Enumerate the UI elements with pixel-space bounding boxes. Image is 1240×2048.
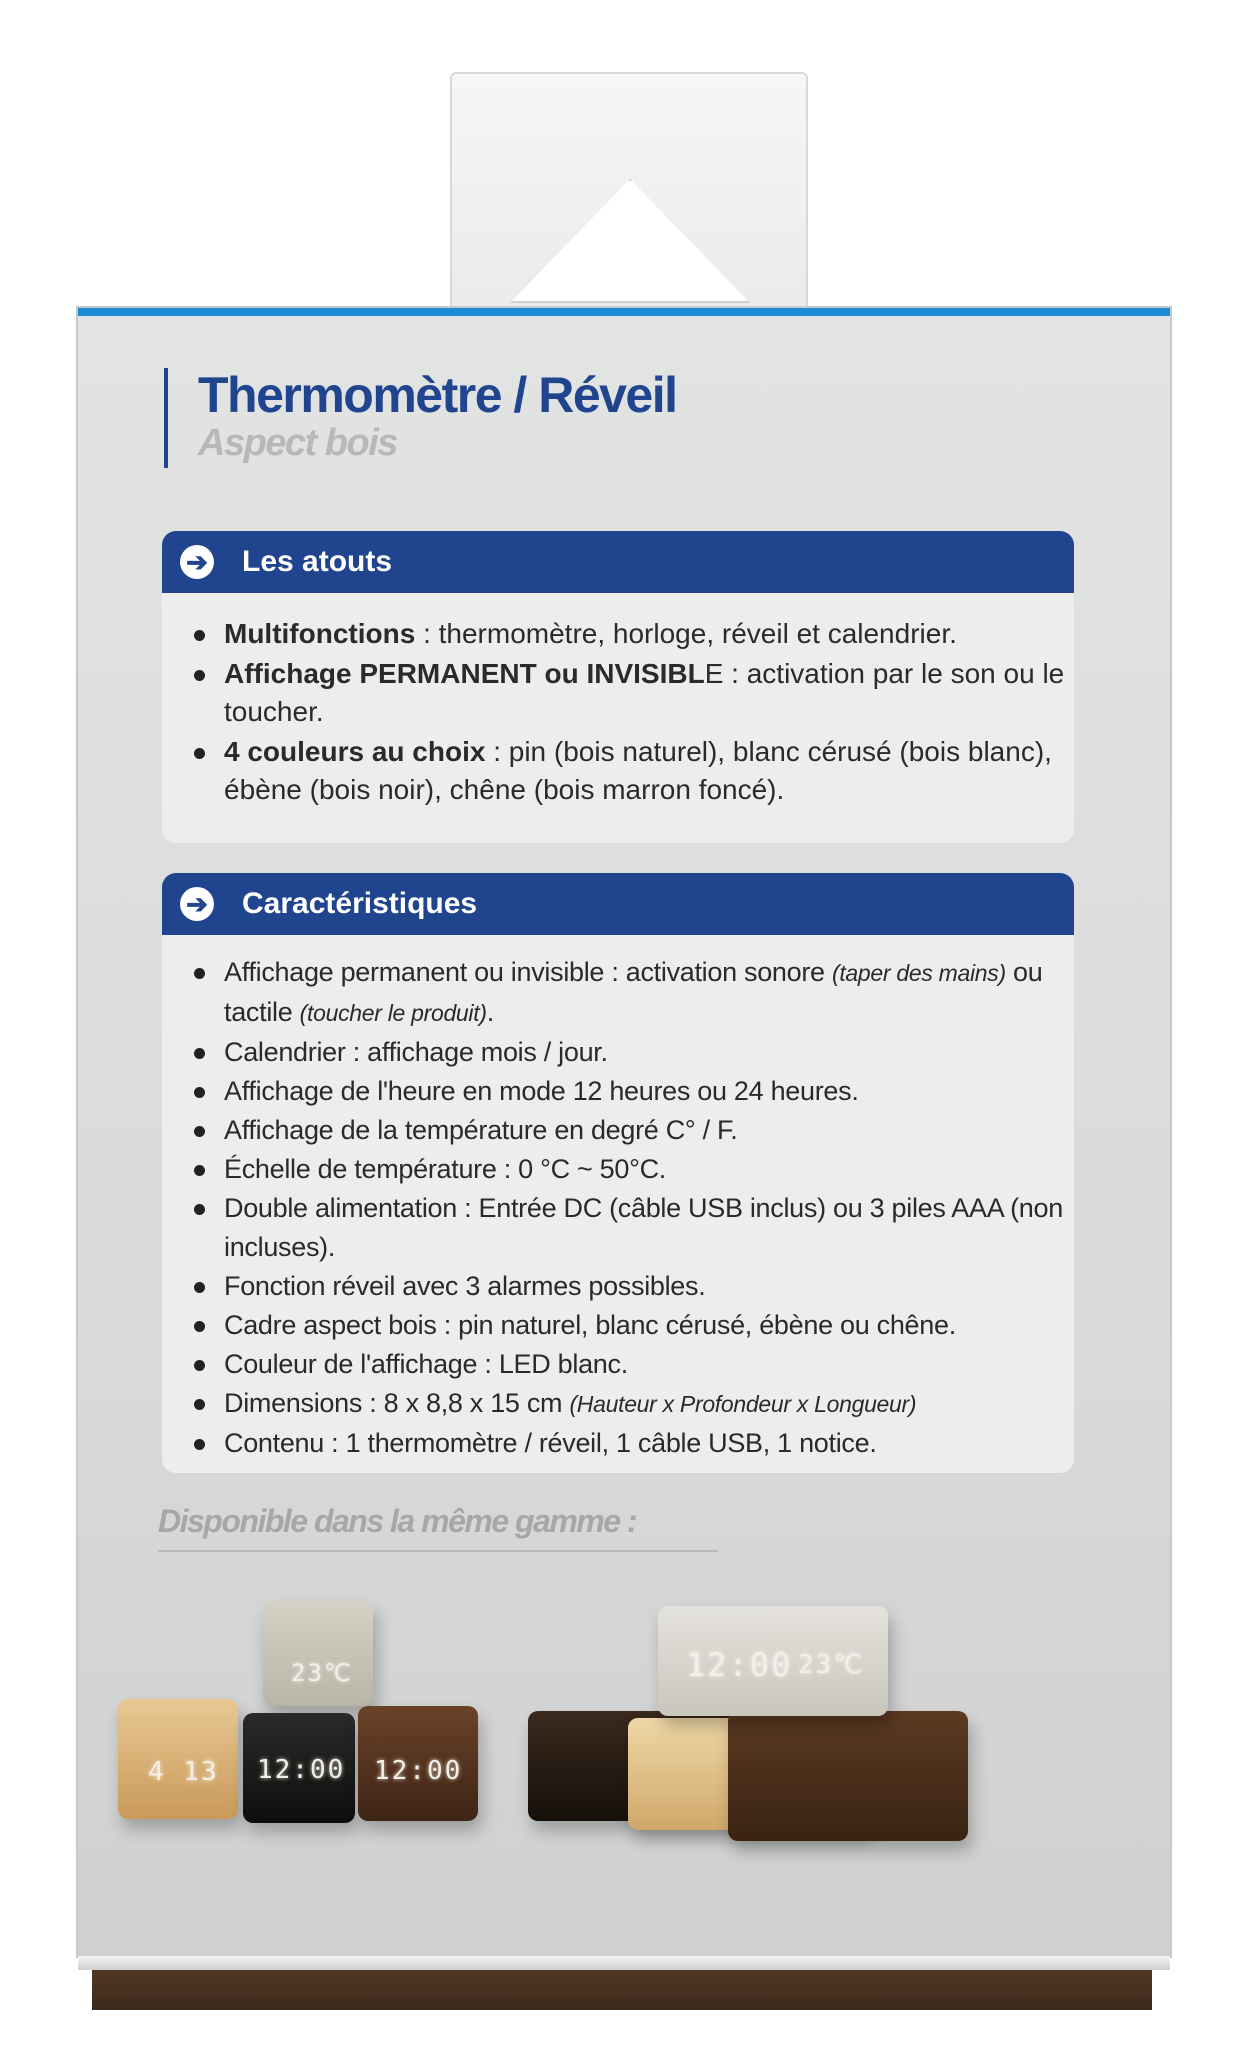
- arrow-right-icon: ➔: [180, 887, 214, 921]
- long-clock-time: 12:00: [686, 1646, 793, 1684]
- list-item: Échelle de température : 0 °C ~ 50°C.: [162, 1150, 1074, 1189]
- list-item: Fonction réveil avec 3 alarmes possibles.: [162, 1267, 1074, 1306]
- list-item: Calendrier : affichage mois / jour.: [162, 1033, 1074, 1072]
- brown-long-clock: [728, 1711, 968, 1841]
- range-divider: [158, 1550, 718, 1552]
- list-item: Affichage de la température en degré C° / F.: [162, 1111, 1074, 1150]
- hanger-tab: [450, 72, 808, 344]
- list-item: Affichage permanent ou invisible : activation sonore (taper des mains) ou tactile (toucher le produit).: [162, 953, 1074, 1033]
- title-accent-bar: [164, 368, 168, 468]
- caracteristiques-header: [162, 873, 1074, 935]
- list-item: Affichage de l'heure en mode 12 heures ou 24 heures.: [162, 1072, 1074, 1111]
- brown-cube-clock: [358, 1706, 478, 1821]
- list-item: Contenu : 1 thermomètre / réveil, 1 câble USB, 1 notice.: [162, 1424, 1074, 1463]
- list-item: Affichage PERMANENT ou INVISIBLE : activation par le son ou le toucher.: [162, 655, 1074, 731]
- atouts-panel: [162, 531, 1074, 843]
- arrow-right-icon: ➔: [180, 545, 214, 579]
- white-long-clock: [658, 1606, 888, 1716]
- white-cube-display: 23℃: [291, 1659, 353, 1687]
- atouts-list: [162, 593, 1074, 809]
- atouts-heading: Les atouts: [242, 545, 393, 578]
- hanger-hole: [510, 179, 750, 303]
- atouts-header: [162, 531, 1074, 593]
- product-subtitle: Aspect bois: [198, 422, 397, 464]
- list-item: Couleur de l'affichage : LED blanc.: [162, 1345, 1074, 1384]
- black-cube-display: 12:00: [257, 1755, 346, 1785]
- long-clock-temp: 23℃: [798, 1650, 865, 1680]
- black-cube-clock: [243, 1713, 355, 1823]
- product-title: Thermomètre / Réveil: [198, 367, 677, 423]
- cube-clocks-photo: [118, 1601, 518, 1861]
- white-cube-clock: [263, 1601, 373, 1706]
- list-item: 4 couleurs au choix : pin (bois naturel), blanc cérusé (bois blanc), ébène (bois noir), chêne (bois marron foncé).: [162, 733, 1074, 809]
- caracteristiques-list: [162, 935, 1074, 1463]
- package-back: [78, 308, 1170, 1956]
- pine-cube-display: 4 13: [148, 1757, 219, 1787]
- range-title: Disponible dans la même gamme :: [158, 1503, 637, 1539]
- list-item: Double alimentation : Entrée DC (câble USB inclus) ou 3 piles AAA (non incluses).: [162, 1189, 1074, 1267]
- caracteristiques-panel: [162, 873, 1074, 1473]
- list-item: Dimensions : 8 x 8,8 x 15 cm (Hauteur x Profondeur x Longueur): [162, 1384, 1074, 1424]
- pine-cube-clock: [118, 1699, 238, 1819]
- brown-cube-display: 12:00: [374, 1756, 463, 1786]
- list-item: Multifonctions : thermomètre, horloge, réveil et calendrier.: [162, 615, 1074, 653]
- long-clocks-photo: [528, 1606, 1088, 1886]
- caracteristiques-heading: Caractéristiques: [242, 887, 478, 920]
- list-item: Cadre aspect bois : pin naturel, blanc cérusé, ébène ou chêne.: [162, 1306, 1074, 1345]
